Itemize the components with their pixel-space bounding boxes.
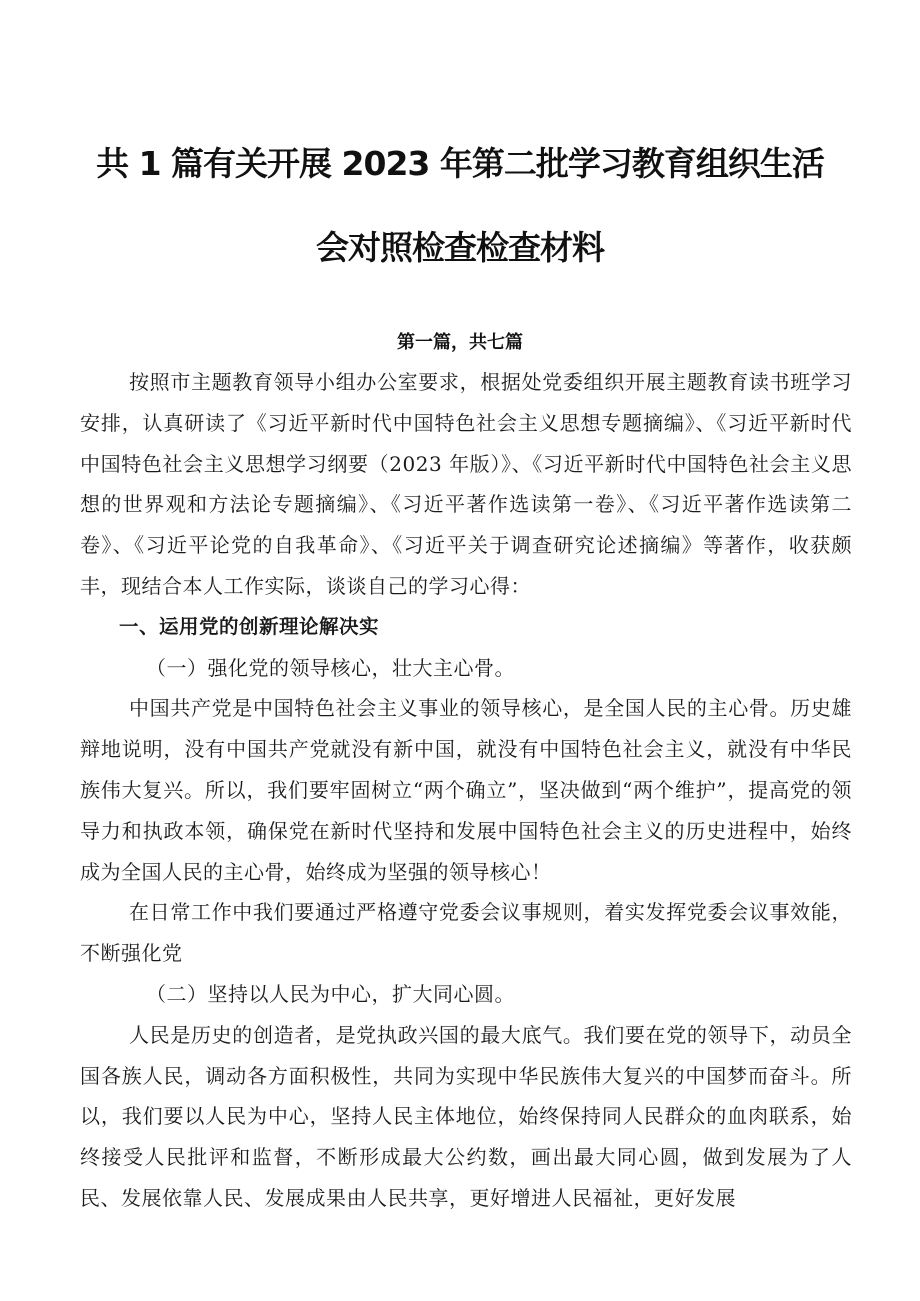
- subsection-heading-1: （一）强化党的领导核心，壮大主心骨。: [146, 655, 515, 680]
- document-title-line-1: 共 1 篇有关开展 2023 年第二批学习教育组织生活: [96, 144, 824, 183]
- section-heading-1: 一、运用党的创新理论解决实: [119, 614, 380, 638]
- document-title-line-2: 会对照检查检查材料: [316, 228, 604, 267]
- paragraph-body: 中国共产党是中国特色社会主义事业的领导核心，是全国人民的主心骨。历史雄辩地说明，没有中国共产党就没有新中国，就没有中国特色社会主义，就没有中华民族伟大复兴。所以，我们要牢固树立“两个确立”，坚决做到“两个维护”，提高党的领导力和执政本领，确保党在新时代坚持和发展中国特色社会主义的历史进程中，始终成为全国人民的主心骨，始终成为坚强的领导核心！: [80, 696, 852, 884]
- subsection-heading-2: （二）坚持以人民为中心，扩大同心圆。: [146, 981, 515, 1006]
- document-subtitle: 第一篇，共七篇: [397, 332, 523, 353]
- paragraph-intro: 按照市主题教育领导小组办公室要求，根据处党委组织开展主题教育读书班学习安排，认真研读了《习近平新时代中国特色社会主义思想专题摘编》、《习近平新时代中国特色社会主义思想学习纲要（2023 年版）》、《习近平新时代中国特色社会主义思想的世界观和方法论专题摘编》、《习近平著作选读第一卷》、《习近平著作选读第二卷》、《习近平论党的自我革命》、《习近平关于调查研究论述摘编》等著作，收获颇丰，现结合本人工作实际，谈谈自己的学习心得：: [80, 370, 852, 598]
- document-body: [80, 362, 852, 1219]
- paragraph-body: 人民是历史的创造者，是党执政兴国的最大底气。我们要在党的领导下，动员全国各族人民，调动各方面积极性，共同为实现中华民族伟大复兴的中国梦而奋斗。所以，我们要以人民为中心，坚持人民主体地位，始终保持同人民群众的血肉联系，始终接受人民批评和监督，不断形成最大公约数，画出最大同心圆，做到发展为了人民、发展依靠人民、发展成果由人民共享，更好增进人民福祉，更好发展: [80, 1022, 852, 1210]
- paragraph-body: 在日常工作中我们要通过严格遵守党委会议事规则，着实发挥党委会议事效能，不断强化党: [80, 900, 852, 966]
